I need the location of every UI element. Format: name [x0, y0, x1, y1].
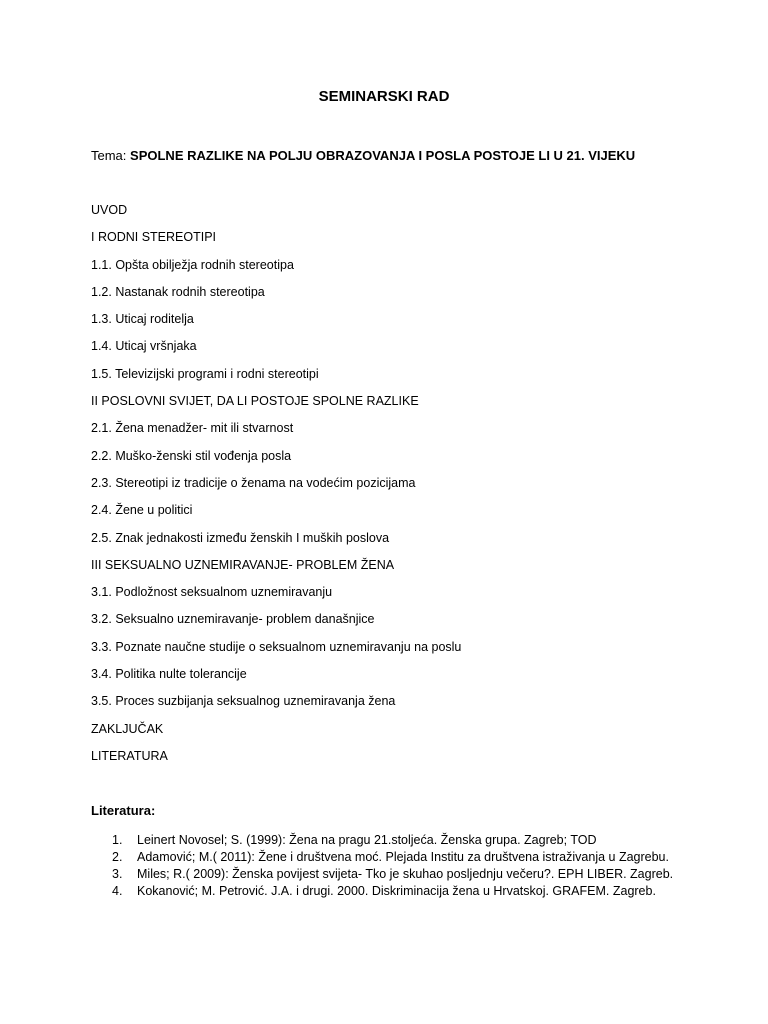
toc-item: 1.1. Opšta obilježja rodnih stereotipa: [91, 257, 294, 272]
bibliography-text: Miles; R.( 2009): Ženska povijest svijeta- Tko je skuhao posljednju večeru?. EPH LIBER. Zagreb.: [137, 867, 674, 881]
toc-item: 2.3. Stereotipi iz tradicije o ženama na vodećim pozicijama: [91, 475, 416, 490]
toc-item: II POSLOVNI SVIJET, DA LI POSTOJE SPOLNE RAZLIKE: [91, 394, 419, 409]
toc-item: 3.4. Politika nulte tolerancije: [91, 667, 247, 682]
topic-text: SPOLNE RAZLIKE NA POLJU OBRAZOVANJA I POSLA POSTOJE LI U 21. VIJEKU: [130, 148, 636, 163]
bibliography-item: [91, 832, 681, 849]
bibliography-text: Adamović; M.( 2011): Žene i društvena moć. Plejada Institu za društvena istraživanja u Zagrebu.: [137, 850, 669, 864]
bibliography-text: Kokanović; M. Petrović. J.A. i drugi. 2000. Diskriminacija žena u Hrvatskoj. GRAFEM. Zagreb.: [137, 884, 656, 898]
toc-item: ZAKLJUČAK: [91, 721, 164, 736]
bibliography-item: [91, 883, 681, 900]
bibliography-number: 3.: [112, 867, 123, 881]
toc-item: 1.3. Uticaj roditelja: [91, 312, 194, 327]
toc-item: 1.2. Nastanak rodnih stereotipa: [91, 284, 265, 299]
toc-item: 1.4. Uticaj vršnjaka: [91, 339, 197, 354]
toc-item: 2.1. Žena menadžer- mit ili stvarnost: [91, 421, 294, 436]
toc-item: 3.2. Seksualno uznemiravanje- problem današnjice: [91, 612, 375, 627]
page-title: SEMINARSKI RAD: [318, 88, 450, 105]
bibliography-text: Leinert Novosel; S. (1999): Žena na pragu 21.stoljeća. Ženska grupa. Zagreb; TOD: [137, 833, 597, 847]
toc-item: III SEKSUALNO UZNEMIRAVANJE- PROBLEM ŽENA: [91, 557, 395, 572]
toc-item: I RODNI STEREOTIPI: [91, 230, 217, 245]
toc-item: 2.5. Znak jednakosti između ženskih I muških poslova: [91, 530, 390, 545]
toc-item: 3.1. Podložnost seksualnom uznemiravanju: [91, 585, 333, 600]
topic-line: [91, 148, 635, 163]
bibliography-heading: Literatura:: [91, 803, 156, 818]
toc-item: UVOD: [91, 203, 128, 217]
toc-item: 3.3. Poznate naučne studije o seksualnom uznemiravanju na poslu: [91, 639, 462, 654]
toc-item: 2.2. Muško-ženski stil vođenja posla: [91, 448, 292, 463]
toc-item: LITERATURA: [91, 748, 168, 763]
bibliography-number: 2.: [112, 850, 123, 864]
toc-item: 3.5. Proces suzbijanja seksualnog uznemiravanja žena: [91, 694, 396, 709]
table-of-contents: [91, 202, 461, 775]
topic-label: Tema:: [91, 148, 127, 163]
bibliography-number: 1.: [112, 833, 123, 847]
bibliography-number: 4.: [112, 884, 123, 898]
toc-item: 2.4. Žene u politici: [91, 503, 193, 518]
bibliography-item: [91, 866, 681, 883]
bibliography-item: [91, 849, 681, 866]
toc-item: 1.5. Televizijski programi i rodni stereotipi: [91, 366, 319, 381]
bibliography-list: [91, 832, 681, 900]
